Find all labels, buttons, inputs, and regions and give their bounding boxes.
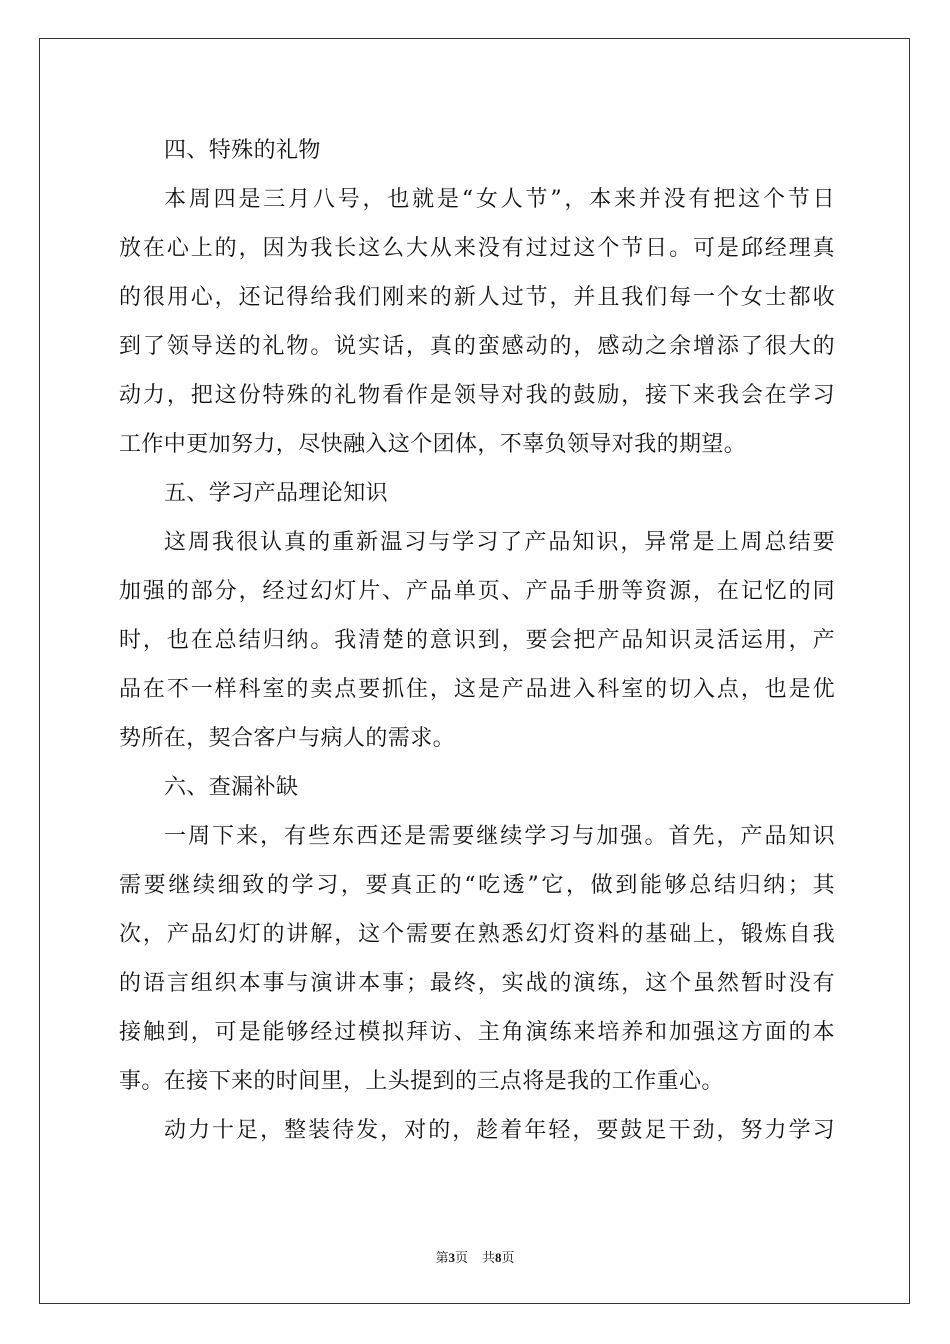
paragraph-line: 这周我很认真的重新温习与学习了产品知识，异常是上周总结要 — [164, 530, 835, 555]
document-body — [119, 126, 835, 1155]
total-suffix: 页 — [501, 1251, 515, 1266]
paragraph-line: 加强的部分，经过幻灯片、产品单页、产品手册等资源，在记忆的同 — [119, 579, 835, 604]
paragraph-line: 的很用心，还记得给我们刚来的新人过节，并且我们每一个女士都收 — [119, 285, 835, 310]
paragraph-line: 工作中更加努力，尽快融入这个团体，不辜负领导对我的期望。 — [119, 432, 747, 457]
paragraph-line: 品在不一样科室的卖点要抓住，这是产品进入科室的切入点，也是优 — [119, 677, 835, 702]
paragraph-line: 本周四是三月八号，也就是“女人节”，本来并没有把这个节日 — [164, 187, 835, 212]
paragraph-line: 到了领导送的礼物。说实话，真的蛮感动的，感动之余增添了很大的 — [119, 334, 835, 359]
total-prefix: 共 — [482, 1251, 496, 1266]
paragraph-line: 接触到，可是能够经过模拟拜访、主角演练来培养和加强这方面的本 — [119, 1020, 835, 1045]
paragraph-line: 动力，把这份特殊的礼物看作是领导对我的鼓励，接下来我会在学习 — [119, 383, 835, 408]
paragraph-line: 放在心上的，因为我长这么大从来没有过过这个节日。可是邱经理真 — [119, 236, 835, 261]
page-total-number: 8 — [495, 1250, 502, 1265]
paragraph-line: 时，也在总结归纳。我清楚的意识到，要会把产品知识灵活运用，产 — [119, 628, 835, 653]
paragraph-line: 动力十足，整装待发，对的，趁着年轻，要鼓足干劲，努力学习 — [164, 1118, 835, 1143]
section-heading-gap-filling: 六、查漏补缺 — [164, 775, 299, 800]
page-current-number: 3 — [448, 1250, 455, 1265]
paragraph-line: 需要继续细致的学习，要真正的“吃透”它，做到能够总结归纳；其 — [119, 873, 835, 898]
paragraph-line: 次，产品幻灯的讲解，这个需要在熟悉幻灯资料的基础上，锻炼自我 — [119, 922, 835, 947]
paragraph-line: 一周下来，有些东西还是需要继续学习与加强。首先，产品知识 — [164, 824, 835, 849]
page-prefix: 第 — [435, 1251, 449, 1266]
section-heading-product-knowledge: 五、学习产品理论知识 — [164, 481, 389, 506]
paragraph-line: 势所在，契合客户与病人的需求。 — [119, 726, 456, 751]
section-heading-gift: 四、特殊的礼物 — [164, 138, 321, 163]
page-footer — [0, 1247, 950, 1266]
paragraph-line: 事。在接下来的时间里，上头提到的三点将是我的工作重心。 — [119, 1069, 724, 1094]
paragraph-line: 的语言组织本事与演讲本事；最终，实战的演练，这个虽然暂时没有 — [119, 971, 835, 996]
page-suffix: 页 — [454, 1251, 468, 1266]
